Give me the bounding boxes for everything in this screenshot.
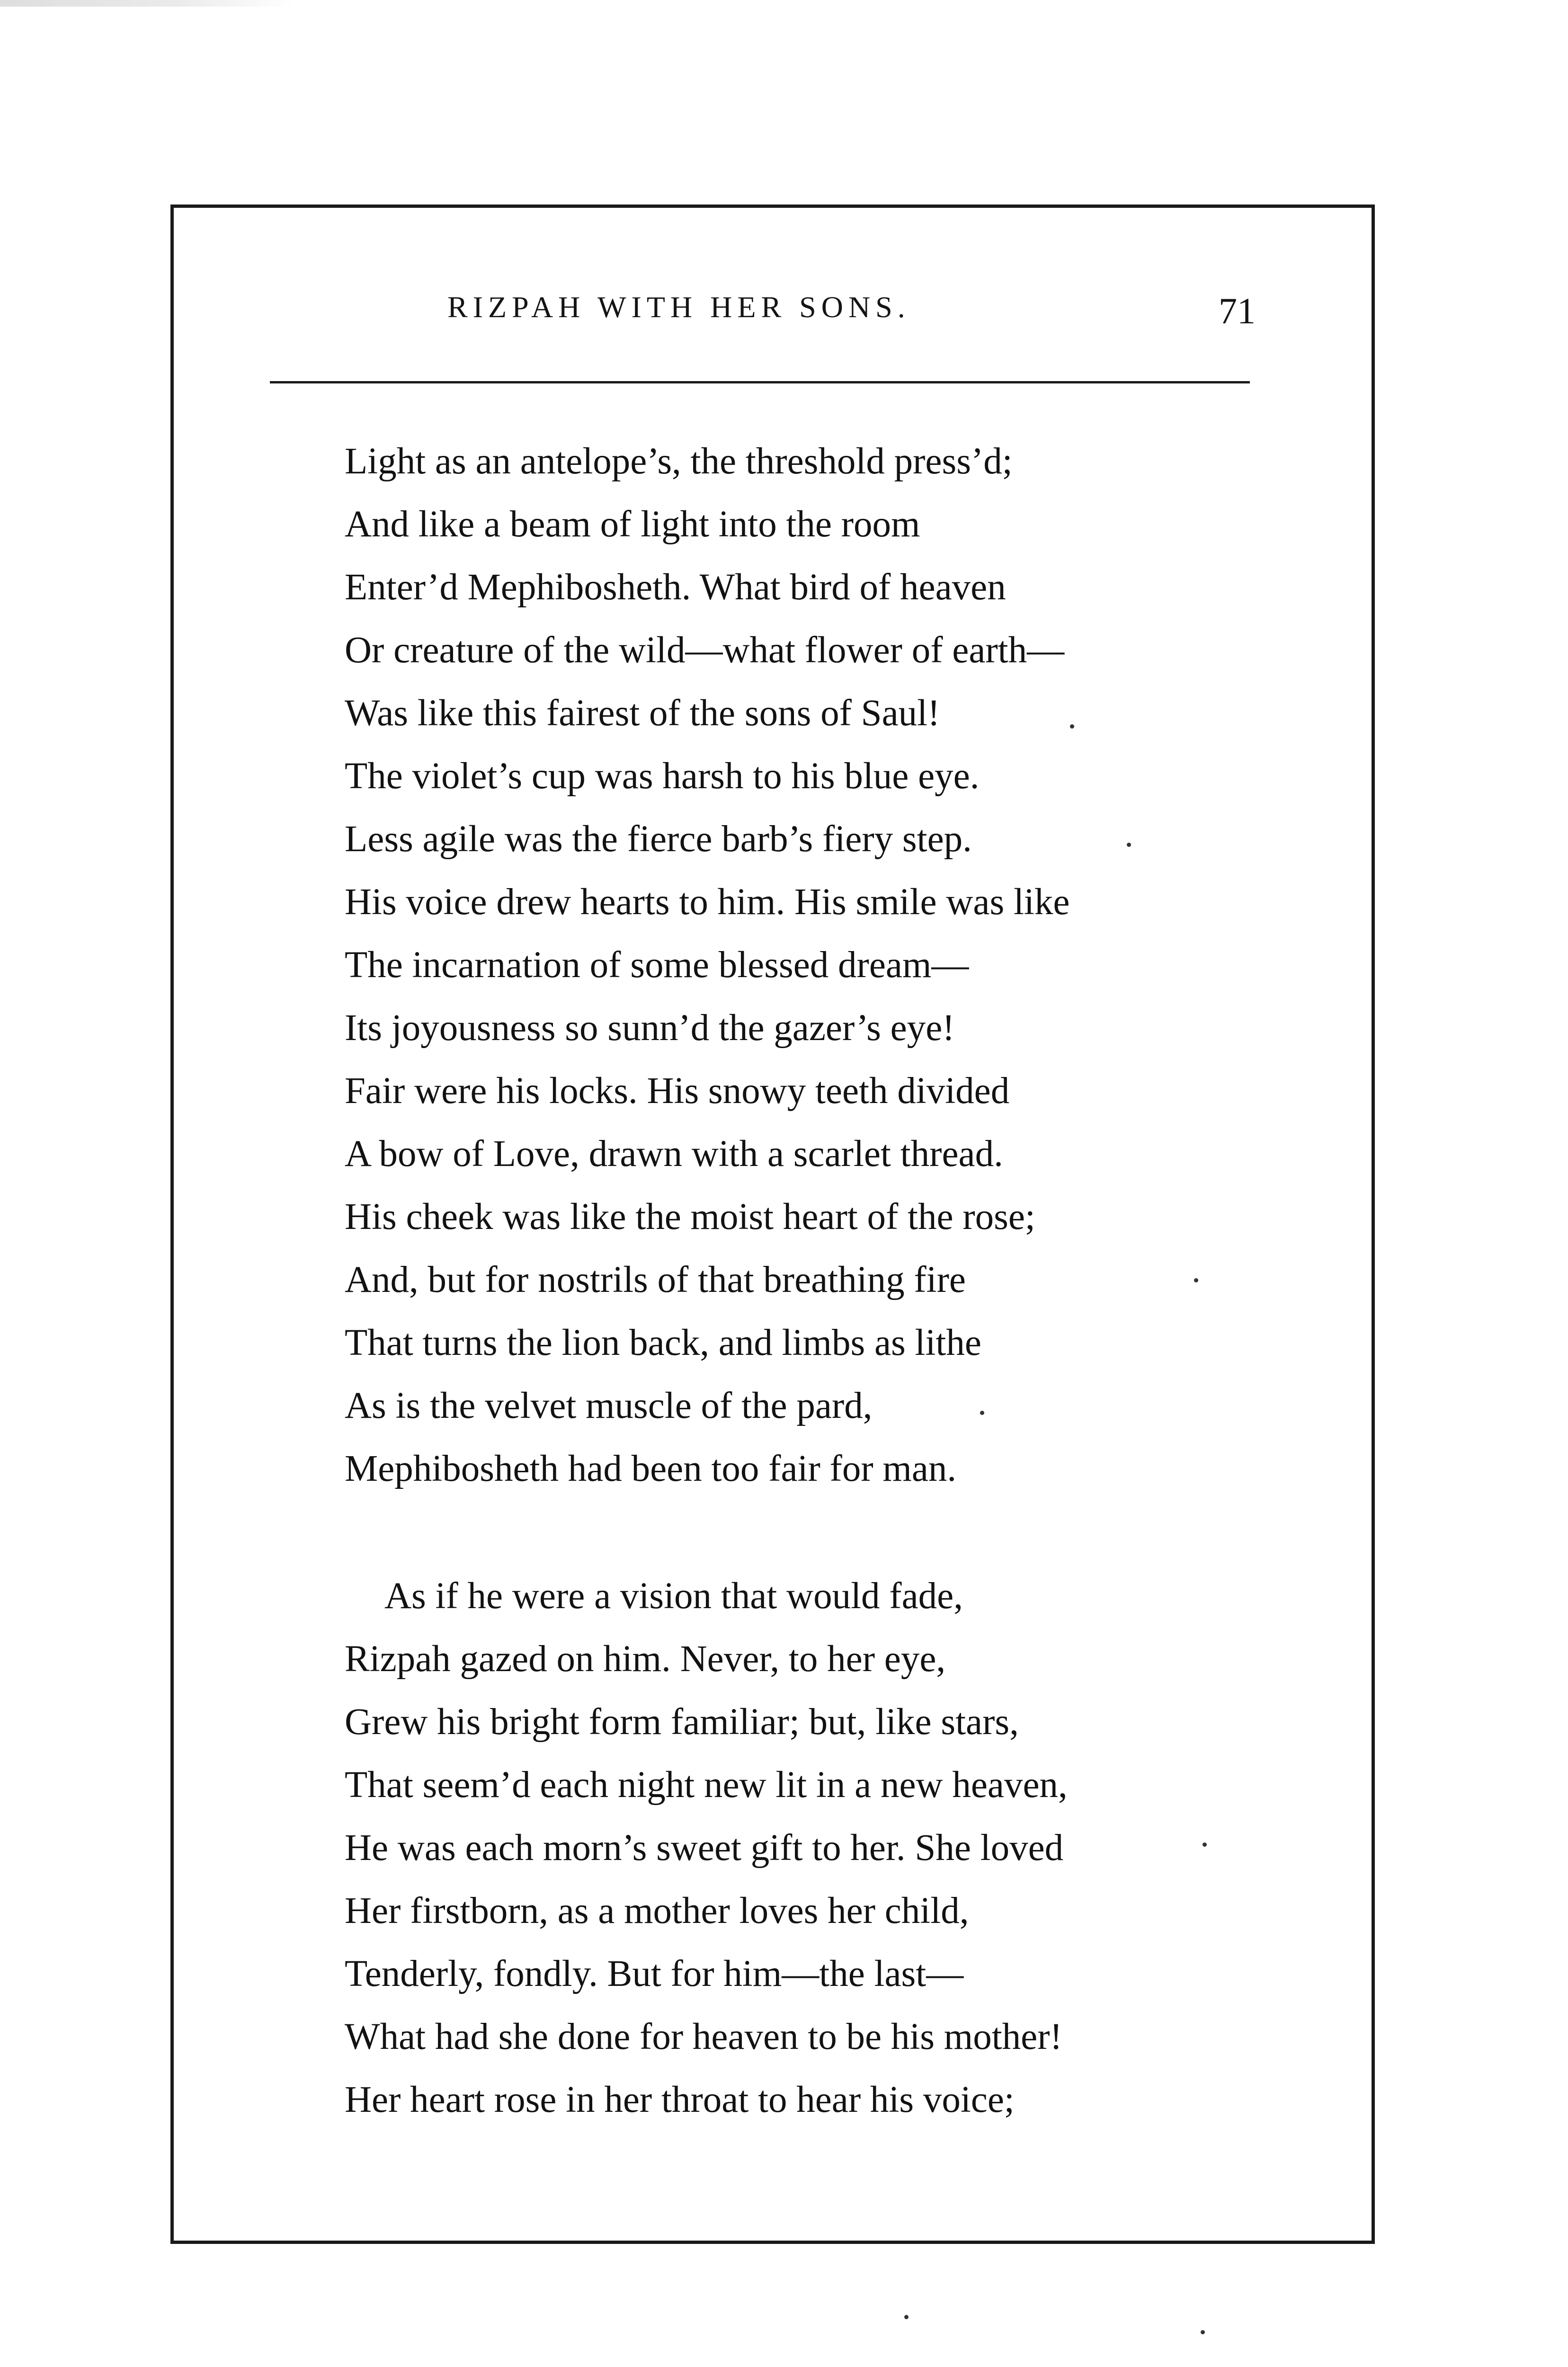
poem-line: Or creature of the wild—what flower of earth—: [345, 630, 1065, 671]
poem-line: Light as an antelope’s, the threshold press’d;: [345, 441, 1013, 482]
poem-line: Its joyousness so sunn’d the gazer’s eye!: [345, 1007, 955, 1049]
ink-speck: [980, 1411, 984, 1415]
poem-line: Her heart rose in her throat to hear his voice;: [345, 2079, 1015, 2120]
poem-line: That turns the lion back, and limbs as lithe: [345, 1322, 981, 1363]
ink-speck: [1203, 1842, 1207, 1847]
poem-line: The violet’s cup was harsh to his blue eye.: [345, 756, 980, 797]
poem-line: Was like this fairest of the sons of Saul!: [345, 693, 940, 734]
poem-line: And, but for nostrils of that breathing fire: [345, 1259, 966, 1300]
poem-line: Tenderly, fondly. But for him—the last—: [345, 1953, 964, 1994]
poem-line: Rizpah gazed on him. Never, to her eye,: [345, 1638, 946, 1680]
ink-speck: [1194, 1278, 1198, 1282]
poem-line: The incarnation of some blessed dream—: [345, 944, 969, 986]
poem-line: Less agile was the fierce barb’s fiery step.: [345, 819, 972, 860]
header-rule: [270, 381, 1250, 383]
running-title: RIZPAH WITH HER SONS.: [447, 290, 910, 324]
ink-speck: [1201, 2330, 1205, 2334]
poem-line: His voice drew hearts to him. His smile was like: [345, 881, 1070, 923]
poem-line: That seem’d each night new lit in a new heaven,: [345, 1764, 1068, 1806]
poem-line: Enter’d Mephibosheth. What bird of heaven: [345, 567, 1006, 608]
poem-line: Grew his bright form familiar; but, like stars,: [345, 1701, 1019, 1743]
poem-line: His cheek was like the moist heart of the rose;: [345, 1196, 1035, 1237]
ink-speck: [904, 2315, 909, 2319]
page-number: 71: [1219, 290, 1256, 331]
poem-line: And like a beam of light into the room: [345, 504, 920, 545]
poem-line: What had she done for heaven to be his mother!: [345, 2016, 1062, 2057]
poem-line: He was each morn’s sweet gift to her. She loved: [345, 1827, 1064, 1869]
poem-line: As if he were a vision that would fade,: [384, 1575, 963, 1617]
poem-line: Fair were his locks. His snowy teeth divided: [345, 1070, 1010, 1112]
poem-line: As is the velvet muscle of the pard,: [345, 1385, 873, 1426]
poem-line: Her firstborn, as a mother loves her child,: [345, 1890, 969, 1931]
ink-speck: [1070, 724, 1074, 729]
torn-edge-scrap: [0, 0, 294, 7]
poem-line: Mephibosheth had been too fair for man.: [345, 1448, 957, 1489]
poem-line: A bow of Love, drawn with a scarlet thread.: [345, 1133, 1003, 1175]
ink-speck: [1127, 843, 1131, 847]
